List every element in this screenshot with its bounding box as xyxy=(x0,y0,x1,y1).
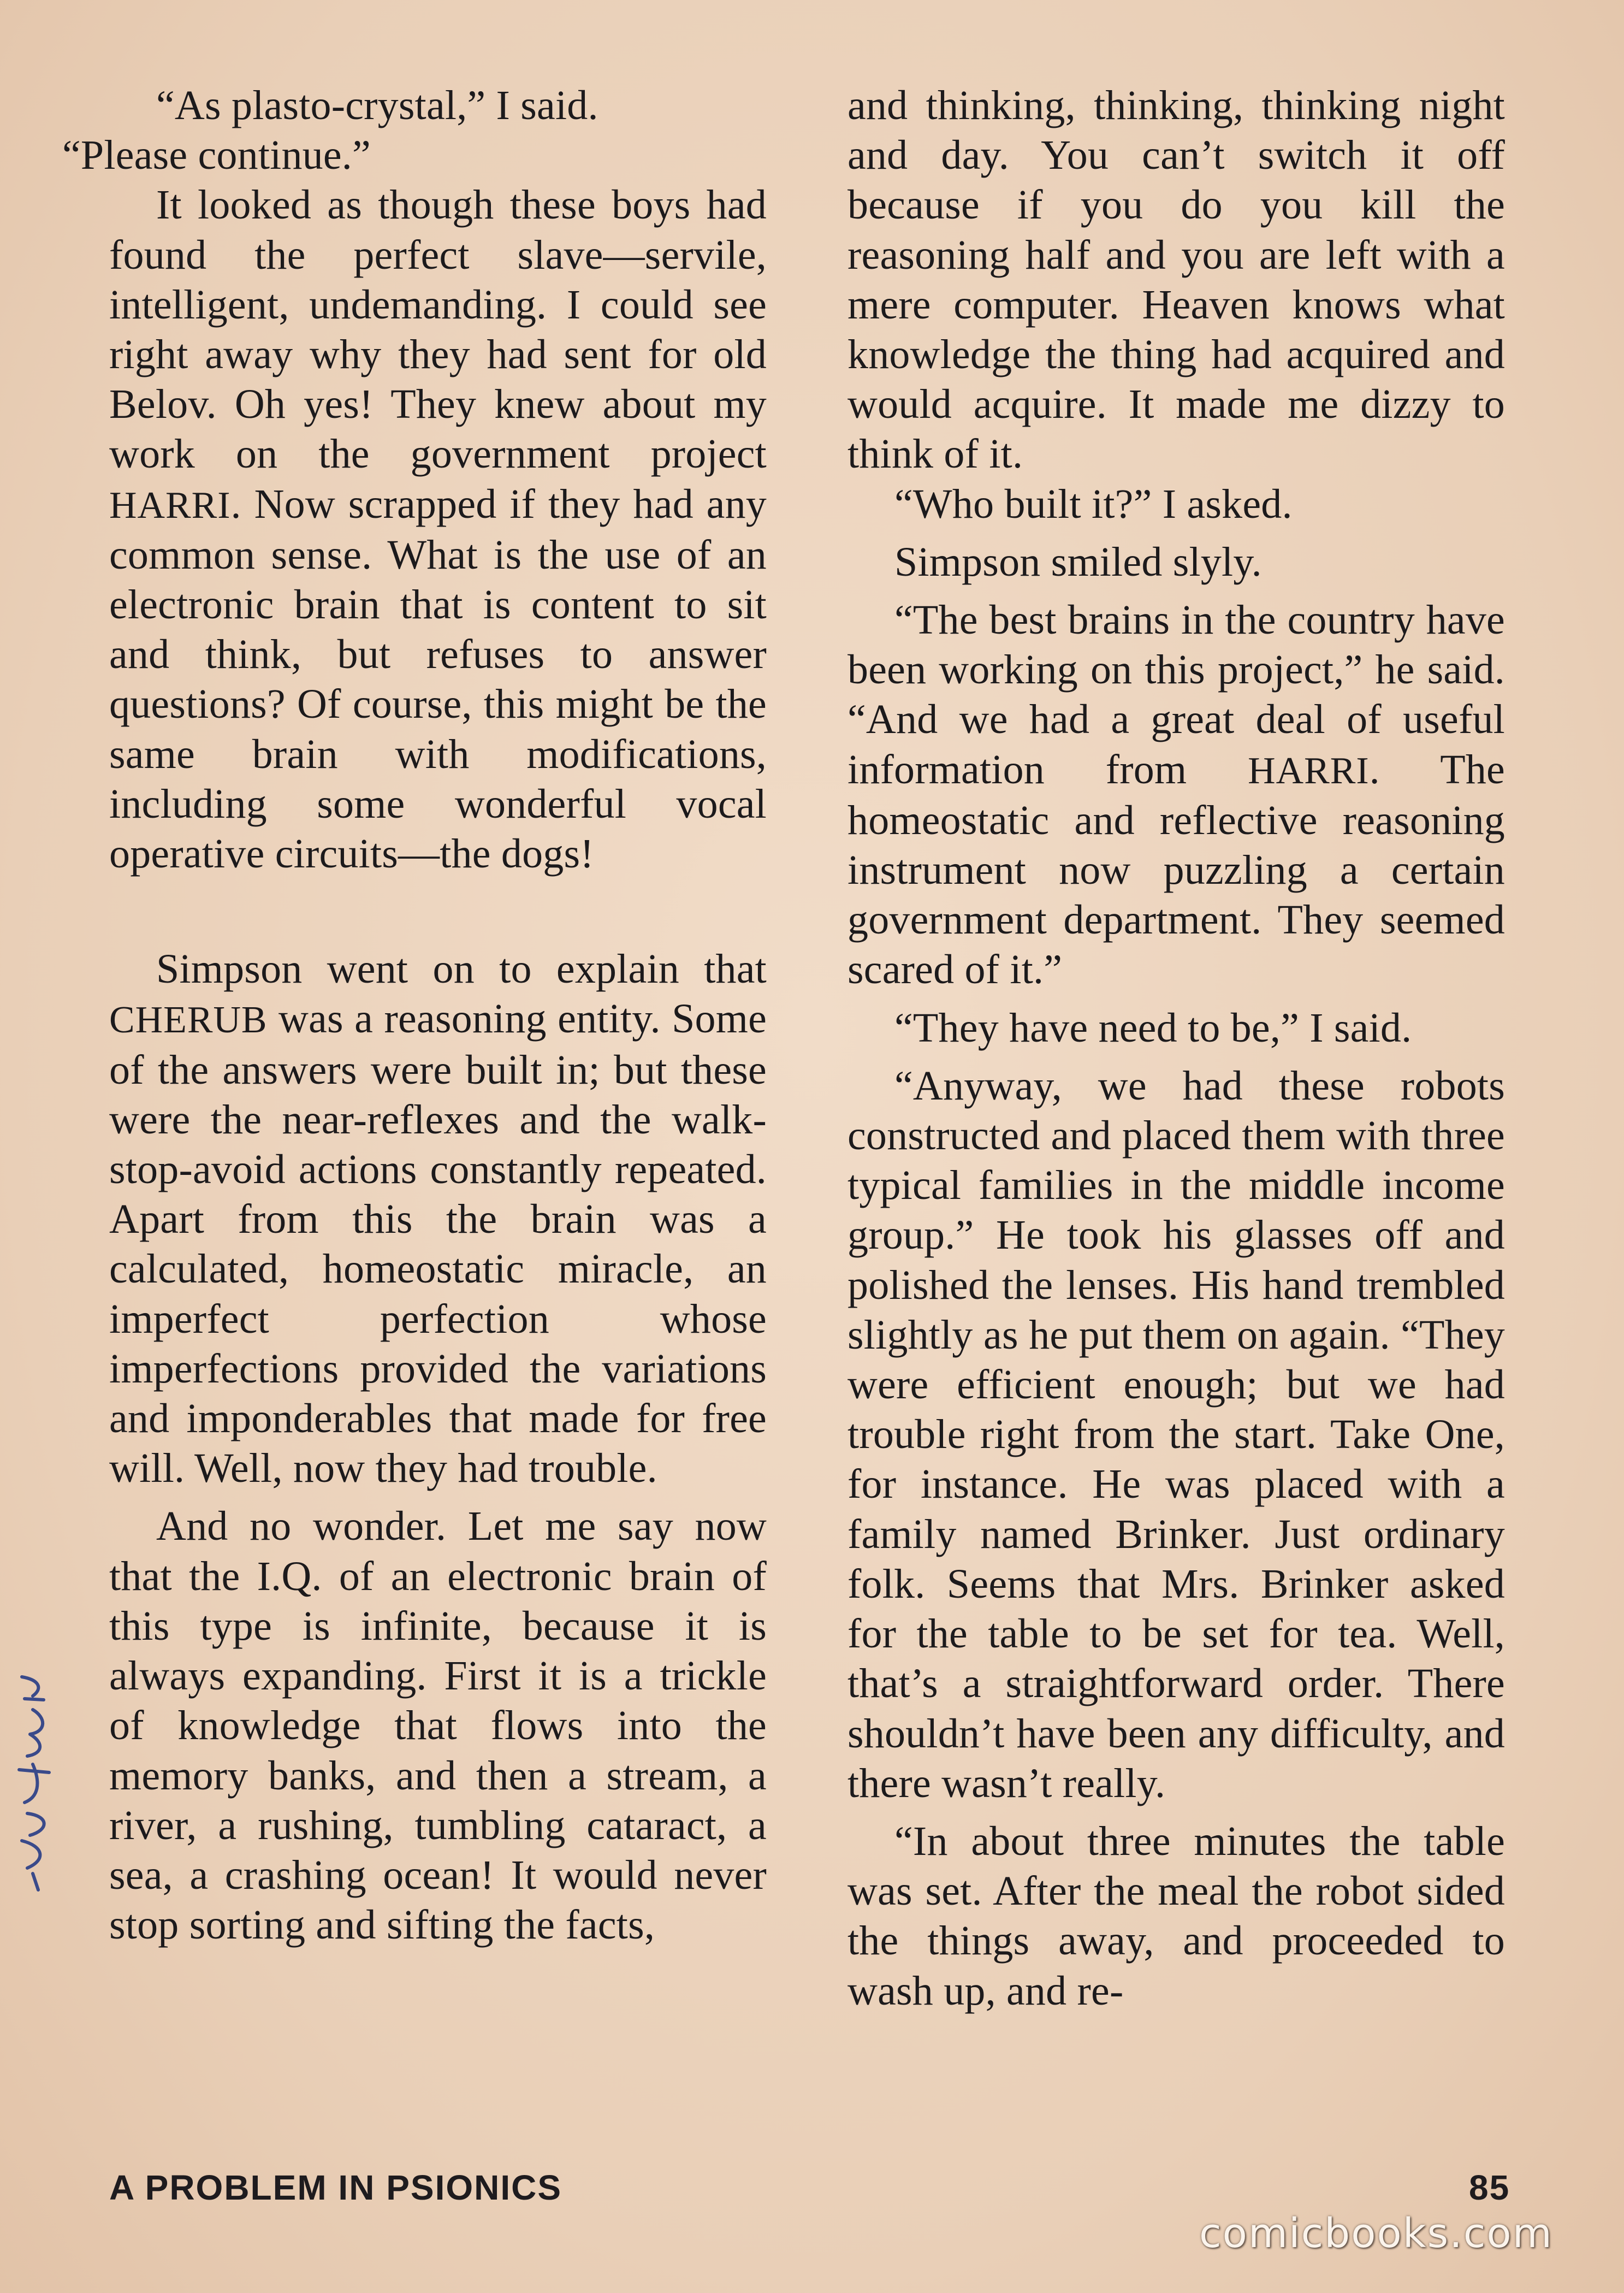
paragraph: “Who built it?” I asked. xyxy=(894,481,1293,527)
paragraph-text: It looked as though these boys had found the perfect slave—servile, intelligent, undemanding. I could see right away why they had sent for old Belov. Oh yes! They knew about my work on the government project xyxy=(109,182,767,477)
paragraph xyxy=(109,180,767,879)
paragraph xyxy=(847,595,1505,995)
project-name: HARRI xyxy=(109,484,231,527)
project-name: CHERUB xyxy=(109,999,268,1042)
right-column xyxy=(847,81,1505,2016)
paragraph: Simpson smiled slyly. xyxy=(894,539,1262,585)
paragraph: “Anyway, we had these robots constructed and placed them with three typical families in the middle income group.” He took his glasses off and polished the lenses. His hand trembled slightly as he put them on again. “They were efficient enough; but we had trouble right from the start. Take One, for instance. He was placed with a family named Brinker. Just ordinary folk. Seems that Mrs. Brinker asked for the table to be set for tea. Well, that’s a straightforward order. There shouldn’t have been any difficulty, and there wasn’t really. xyxy=(847,1062,1505,1806)
paragraph: “In about three minutes the table was set. After the meal the robot sided the things away, and proceeded to wash up, and re- xyxy=(847,1818,1505,2014)
left-column xyxy=(62,81,767,1950)
paragraph-text: “The best brains in the country have been working on this project,” he said. “And we had a great deal of useful information from xyxy=(847,597,1505,793)
paragraph-line: “As plasto-crystal,” I said. xyxy=(156,82,598,128)
page-number: 85 xyxy=(1469,2168,1510,2207)
paragraph-text: . The homeostatic and reflective reasoning instrument now puzzling a certain government department. They seemed scared of it.” xyxy=(847,746,1505,993)
handwriting-scribble-icon xyxy=(0,1666,66,1895)
paragraph-text: was a reasoning entity. Some of the answers were built in; but these were the near-reflexes and the walk-stop-avoid actions constantly repeated. Apart from this the brain was a calculated, homeostatic miracle, an imperfect perfection whose imperfections provided the variations and imponderables that made for free will. Well, now they had trouble. xyxy=(109,996,767,1492)
watermark: comicbooks.com xyxy=(1199,2210,1553,2257)
paragraph: And no wonder. Let me say now that the I.Q. of an electronic brain of this type is infinite, because it is always expanding. First it is a trickle of knowledge that flows into the memory banks, and then a stream, a river, a rushing, tumbling cataract, a sea, a crashing ocean! It would never stop sorting and sifting the facts, xyxy=(109,1503,767,1948)
paragraph: and thinking, thinking, thinking night and day. You can’t switch it off because if you do you kill the reasoning half and you are left with a mere computer. Heaven knows what knowledge the thing had acquired and would acquire. It made me dizzy to think of it. xyxy=(847,82,1505,477)
paragraph-text: . Now scrapped if they had any common sense. What is the use of an electronic brain that is content to sit and think, but refuses to answer questions? Of course, this might be the same brain with modifications, including some wonderful vocal operative circuits—the dogs! xyxy=(109,481,767,877)
paragraph xyxy=(62,81,767,180)
project-name: HARRI xyxy=(1248,749,1370,792)
running-title: A PROBLEM IN PSIONICS xyxy=(109,2168,562,2207)
paragraph-line: “Please continue.” xyxy=(62,132,371,179)
paragraph: “They have need to be,” I said. xyxy=(894,1004,1412,1051)
paragraph-text: Simpson went on to explain that xyxy=(156,946,767,992)
handwritten-margin-note xyxy=(0,1666,66,1895)
paragraph xyxy=(109,944,767,1493)
